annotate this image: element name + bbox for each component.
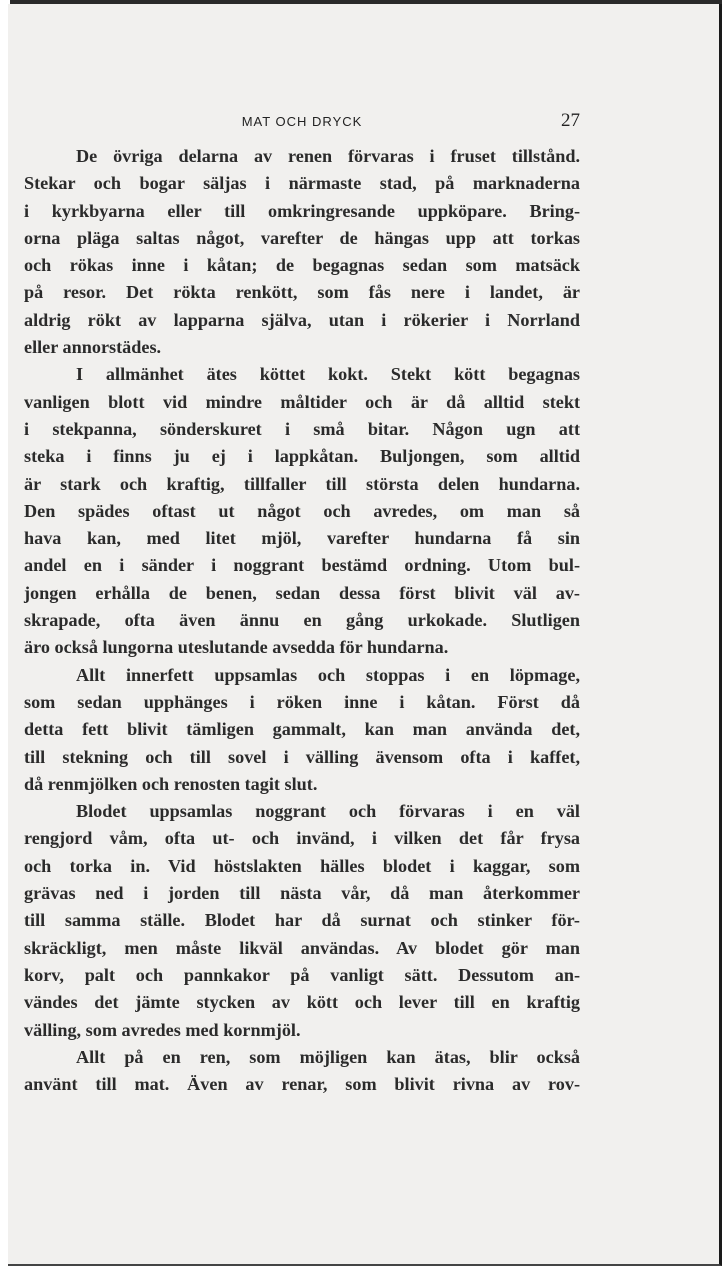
text-line: Blodet uppsamlas noggrant och förvaras i en väl <box>76 801 580 822</box>
text-line: skrapade, ofta även ännu en gång urkokade. Slutligen <box>24 610 580 631</box>
text-line: till samma ställe. Blodet har då surnat och stinker för- <box>24 910 580 931</box>
text-line: skräckligt, men måste likväl användas. Av blodet gör man <box>24 937 580 958</box>
text-line: Den spädes oftast ut något och avredes, om man så <box>24 500 580 521</box>
page-header <box>24 110 580 134</box>
text-line: Allt innerfett uppsamlas och stoppas i en löpmage, <box>76 664 580 685</box>
text-line: Stekar och bogar säljas i närmaste stad, på marknaderna <box>24 173 580 194</box>
text-line: orna pläga saltas något, varefter de hängas upp att torkas <box>24 227 580 248</box>
text-line: då renmjölken och renosten tagit slut. <box>24 773 318 794</box>
text-line: vanligen blott vid mindre måltider och är då alltid stekt <box>24 391 580 412</box>
text-line: och torka in. Vid höstslakten hälles blodet i kaggar, som <box>24 855 580 876</box>
text-line: aldrig rökt av lapparna själva, utan i rökerier i Norrland <box>24 309 580 330</box>
text-line: välling, som avredes med kornmjöl. <box>24 1019 301 1040</box>
text-line: andel en i sänder i noggrant bestämd ordning. Utom bul- <box>24 555 580 576</box>
text-line: korv, palt och pannkakor på vanligt sätt. Dessutom an- <box>24 964 580 985</box>
page-number: 27 <box>561 110 580 131</box>
text-line: till stekning och till sovel i välling ävensom ofta i kaffet, <box>24 746 580 767</box>
text-line: på resor. Det rökta renkött, som fås nere i landet, är <box>24 282 580 303</box>
text-line: vändes det jämte stycken av kött och lever till en kraftig <box>24 992 580 1013</box>
text-line: steka i finns ju ej i lappkåtan. Buljongen, som alltid <box>24 446 580 467</box>
body-text <box>24 143 580 1098</box>
text-line: i kyrkbyarna eller till omkringresande uppköpare. Bring- <box>24 200 580 221</box>
text-line: hava kan, med litet mjöl, varefter hundarna få sin <box>24 528 580 549</box>
text-line: använt till mat. Även av renar, som blivit rivna av rov- <box>24 1074 580 1095</box>
text-line: i stekpanna, sönderskuret i små bitar. Någon ugn att <box>24 418 580 439</box>
text-line: detta fett blivit tämligen gammalt, kan man använda det, <box>24 719 580 740</box>
text-line: Allt på en ren, som möjligen kan ätas, blir också <box>76 1046 580 1067</box>
text-line: De övriga delarna av renen förvaras i fruset tillstånd. <box>76 146 580 166</box>
text-line: jongen erhålla de benen, sedan dessa först blivit väl av- <box>24 582 580 603</box>
text-line: och rökas inne i kåtan; de begagnas sedan som matsäck <box>24 255 580 276</box>
text-line: äro också lungorna uteslutande avsedda för hundarna. <box>24 637 449 658</box>
text-line: som sedan upphänges i röken inne i kåtan. Först då <box>24 691 580 712</box>
text-line: är stark och kraftig, tillfaller till största delen hundarna. <box>24 473 580 494</box>
text-line: I allmänhet ätes köttet kokt. Stekt kött begagnas <box>76 364 580 385</box>
text-line: rengjord våm, ofta ut- och invänd, i vilken det får frysa <box>24 828 580 849</box>
text-line: eller annorstädes. <box>24 337 162 358</box>
text-line: grävas ned i jorden till nästa vår, då man återkommer <box>24 883 580 904</box>
running-title: MAT OCH DRYCK <box>241 114 363 129</box>
